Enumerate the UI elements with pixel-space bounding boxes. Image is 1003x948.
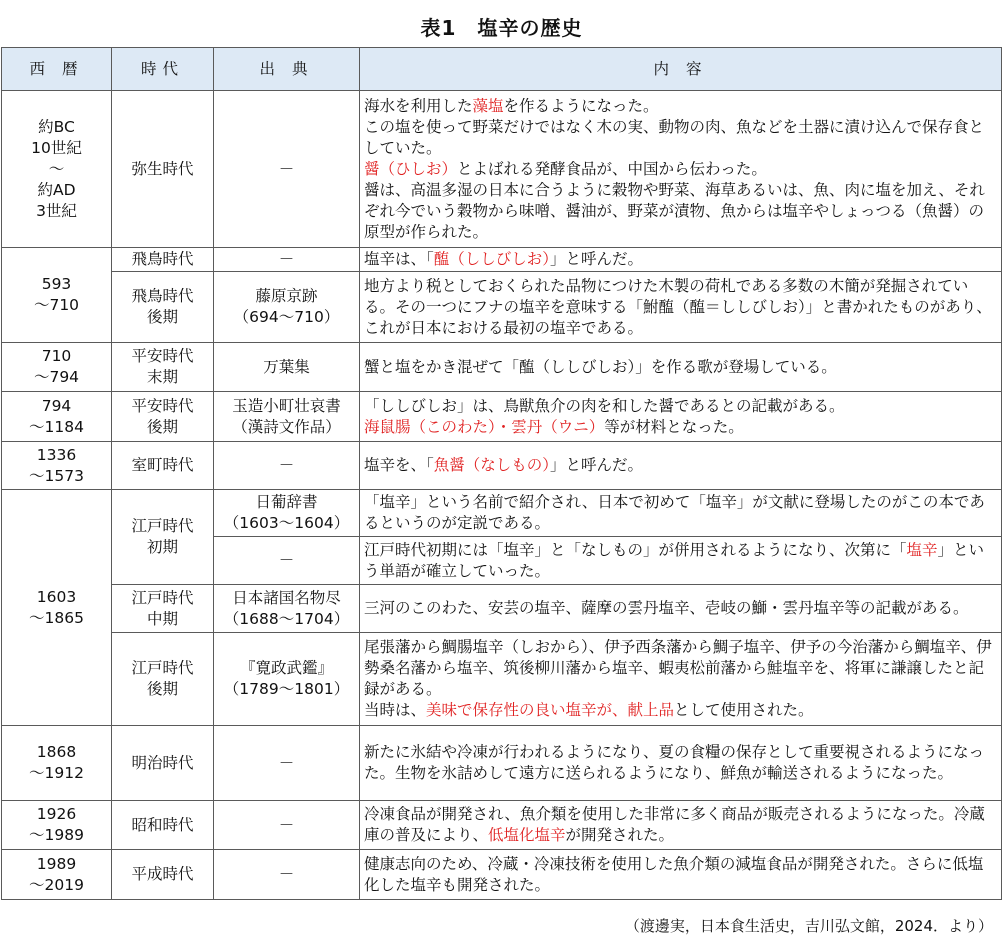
year-line: 10世紀 bbox=[31, 138, 82, 157]
content-cell bbox=[360, 801, 1002, 850]
year-line: 593 bbox=[41, 275, 72, 293]
source-cell bbox=[214, 633, 360, 726]
table-row-muromachi bbox=[2, 442, 1002, 490]
source-line: （漢詩文作品） bbox=[232, 417, 341, 436]
highlight-text: 醤（ひしお） bbox=[364, 159, 458, 178]
source-cell bbox=[214, 272, 360, 343]
highlight-text: 醢（ししびしお） bbox=[433, 250, 551, 268]
content-text: が開発された。 bbox=[565, 826, 675, 844]
year-line: 〜710 bbox=[33, 296, 80, 314]
content-cell: 新たに氷結や冷凍が行われるようになり、夏の食糧の保存として重要視されるようになった。生物を氷詰めして遠方に送られるようになり、鮮魚が輸送されるようになった。 bbox=[360, 726, 1002, 801]
content-cell: 三河のこのわた、安芸の塩辛、薩摩の雲丹塩辛、壱岐の鰤・雲丹塩辛等の記載がある。 bbox=[360, 585, 1002, 633]
era-line: 中期 bbox=[146, 609, 178, 628]
source-cell: － bbox=[214, 537, 360, 585]
source-cell bbox=[214, 490, 360, 537]
content-cell: 「塩辛」という名前で紹介され、日本で初めて「塩辛」が文献に登場したのがこの本であるというのが定説である。 bbox=[360, 490, 1002, 537]
year-cell bbox=[2, 392, 112, 442]
year-line: 〜794 bbox=[33, 368, 80, 386]
source-cell: － bbox=[214, 91, 360, 248]
era-line: 初期 bbox=[146, 538, 178, 556]
source-line: 藤原京跡 bbox=[255, 287, 318, 305]
content-cell bbox=[360, 392, 1002, 442]
source-line: 玉造小町壮哀書 bbox=[232, 396, 341, 415]
table-title: 表1 塩辛の歴史 bbox=[420, 16, 583, 40]
era-cell: 昭和時代 bbox=[112, 801, 214, 850]
year-cell bbox=[2, 91, 112, 248]
content-cell bbox=[360, 248, 1002, 272]
content-text: 」と呼んだ。 bbox=[550, 456, 644, 474]
source-cell bbox=[214, 585, 360, 633]
source-cell: － bbox=[214, 442, 360, 490]
era-line: 江戸時代 bbox=[131, 517, 194, 535]
era-cell: 室町時代 bbox=[112, 442, 214, 490]
era-cell: 平成時代 bbox=[112, 850, 214, 900]
year-line: 〜1912 bbox=[29, 764, 84, 782]
year-cell bbox=[2, 850, 112, 900]
table-row-meiji bbox=[2, 726, 1002, 801]
content-text: 当時は、 bbox=[364, 701, 427, 719]
table-row-showa bbox=[2, 801, 1002, 850]
highlight-text: 美味で保存性の良い塩辛が、献上品 bbox=[426, 701, 675, 719]
highlight-text: 魚醤（なしもの） bbox=[433, 456, 551, 474]
era-cell: 明治時代 bbox=[112, 726, 214, 801]
era-cell bbox=[112, 272, 214, 343]
header-source: 出 典 bbox=[214, 48, 360, 91]
table-row-asuka-late bbox=[2, 272, 1002, 343]
year-cell bbox=[2, 248, 112, 343]
year-line: 710 bbox=[41, 347, 72, 365]
era-cell: 飛鳥時代 bbox=[112, 248, 214, 272]
year-line: 〜1865 bbox=[29, 608, 84, 627]
content-text: 塩辛を、「 bbox=[364, 456, 434, 474]
content-cell: 地方より税としておくられた品物につけた木製の荷札である多数の木簡が発掘されている。その一つにフナの塩辛を意味する「鮒醢（醢＝ししびしお）」と書かれたものがあり、これが日本における最初の塩辛である。 bbox=[360, 272, 1002, 343]
content-text: 「ししびしお」は、鳥獣魚介の肉を和した醤であるとの記載がある。 bbox=[364, 396, 845, 415]
table-row-heisei bbox=[2, 850, 1002, 900]
table-header-row bbox=[2, 48, 1002, 91]
content-text: 海水を利用した bbox=[364, 96, 473, 115]
year-line: 〜1989 bbox=[29, 826, 84, 844]
table-row-heian-2 bbox=[2, 392, 1002, 442]
table-row-edo-mid bbox=[2, 585, 1002, 633]
source-line: 『寛政武鑑』 bbox=[239, 659, 333, 677]
content-cell bbox=[360, 633, 1002, 726]
source-line: （694〜710） bbox=[233, 308, 340, 326]
year-line: 1989 bbox=[36, 854, 77, 873]
table-row-yayoi bbox=[2, 91, 1002, 248]
source-cell bbox=[214, 392, 360, 442]
source-cell: － bbox=[214, 726, 360, 801]
era-cell bbox=[112, 633, 214, 726]
content-text: 」という単語が確立していった。 bbox=[364, 540, 985, 580]
era-line: 後期 bbox=[146, 417, 178, 436]
history-table bbox=[1, 47, 1002, 900]
era-cell bbox=[112, 343, 214, 392]
content-cell: 蟹と塩をかき混ぜて「醢（ししびしお）」を作る歌が登場している。 bbox=[360, 343, 1002, 392]
header-era: 時代 bbox=[112, 48, 214, 91]
source-line: （1789〜1801） bbox=[223, 680, 350, 698]
year-cell bbox=[2, 490, 112, 726]
content-text: 等が材料となった。 bbox=[604, 417, 744, 436]
content-text: 塩辛は、「 bbox=[364, 250, 434, 268]
era-cell bbox=[112, 392, 214, 442]
source-line: （1688〜1704） bbox=[223, 609, 350, 628]
content-text: 醤は、高温多湿の日本に合うように穀物や野菜、海草あるいは、魚、肉に塩を加え、それぞれ今でいう穀物から味噌、醤油が、野菜が漬物、魚からは塩辛やしょっつる（魚醤）の原型が作られた。 bbox=[364, 180, 985, 241]
table-row-heian-1 bbox=[2, 343, 1002, 392]
year-line: 1868 bbox=[36, 743, 77, 761]
content-text: として使用された。 bbox=[674, 701, 814, 719]
era-line: 飛鳥時代 bbox=[131, 287, 194, 305]
highlight-text: 海鼠腸（このわた）・雲丹（ウニ） bbox=[364, 417, 605, 436]
content-text: 冷凍食品が開発され、魚介類を使用した非常に多く商品が販売されるようになった。冷蔵庫の普及により、 bbox=[364, 805, 985, 844]
source-line: （1603〜1604） bbox=[223, 514, 350, 532]
era-line: 江戸時代 bbox=[131, 659, 194, 677]
highlight-text: 藻塩 bbox=[472, 96, 504, 115]
era-line: 江戸時代 bbox=[131, 588, 194, 607]
source-line: 日葡辞書 bbox=[255, 493, 318, 511]
year-line: 1926 bbox=[36, 805, 77, 823]
era-cell bbox=[112, 490, 214, 585]
table-row-edo-late bbox=[2, 633, 1002, 726]
year-line: 1603 bbox=[36, 587, 77, 606]
content-cell bbox=[360, 442, 1002, 490]
highlight-text: 塩辛 bbox=[906, 540, 938, 559]
year-line: 〜1184 bbox=[29, 417, 84, 436]
source-line: 日本諸国名物尽 bbox=[232, 588, 341, 607]
era-line: 平安時代 bbox=[131, 347, 194, 365]
content-text: 尾張藩から鯛腸塩辛（しおから）、伊予西条藩から鯛子塩辛、伊予の今治藩から鯛塩辛、伊勢桑名藩から塩辛、筑後柳川藩から塩辛、蝦夷松前藩から鮭塩辛を、将軍に謙譲したと記録がある。 bbox=[364, 638, 992, 698]
content-cell bbox=[360, 91, 1002, 248]
era-cell bbox=[112, 585, 214, 633]
content-text: 」と呼んだ。 bbox=[550, 250, 644, 268]
year-cell bbox=[2, 343, 112, 392]
year-cell bbox=[2, 726, 112, 801]
year-line: 〜2019 bbox=[29, 875, 84, 894]
content-text: とよばれる発酵食品が、中国から伝わった。 bbox=[457, 159, 767, 178]
year-line: 約AD bbox=[37, 180, 76, 199]
era-cell: 弥生時代 bbox=[112, 91, 214, 248]
source-cell: － bbox=[214, 801, 360, 850]
year-cell bbox=[2, 442, 112, 490]
era-line: 後期 bbox=[146, 308, 178, 326]
header-content: 内 容 bbox=[360, 48, 1002, 91]
year-line: 794 bbox=[41, 396, 72, 415]
year-line: 1336 bbox=[36, 445, 77, 464]
content-cell: 健康志向のため、冷蔵・冷凍技術を使用した魚介類の減塩食品が開発された。さらに低塩化した塩辛も開発された。 bbox=[360, 850, 1002, 900]
source-cell: － bbox=[214, 850, 360, 900]
header-year: 西 暦 bbox=[2, 48, 112, 91]
source-cell: 万葉集 bbox=[214, 343, 360, 392]
table-row-edo-early-a bbox=[2, 490, 1002, 537]
year-line: 〜1573 bbox=[29, 466, 84, 485]
year-line: 約BC bbox=[38, 117, 75, 136]
era-line: 末期 bbox=[146, 368, 178, 386]
content-text: を作るようになった。 bbox=[503, 96, 659, 115]
era-line: 後期 bbox=[146, 680, 178, 698]
source-cell: － bbox=[214, 248, 360, 272]
content-text: この塩を使って野菜だけではなく木の実、動物の肉、魚などを土器に漬け込んで保存食としていた。 bbox=[364, 117, 985, 157]
era-line: 平安時代 bbox=[131, 396, 194, 415]
content-cell bbox=[360, 537, 1002, 585]
citation: （渡邊実，日本食生活史，吉川弘文館，2024．より） bbox=[624, 917, 993, 935]
table-row-asuka bbox=[2, 248, 1002, 272]
year-line: 〜 bbox=[48, 159, 65, 178]
content-text: 江戸時代初期には「塩辛」と「なしもの」が併用されるようになり、次第に「 bbox=[364, 540, 907, 559]
highlight-text: 低塩化塩辛 bbox=[488, 826, 566, 844]
year-cell bbox=[2, 801, 112, 850]
year-line: 3世紀 bbox=[36, 201, 77, 220]
